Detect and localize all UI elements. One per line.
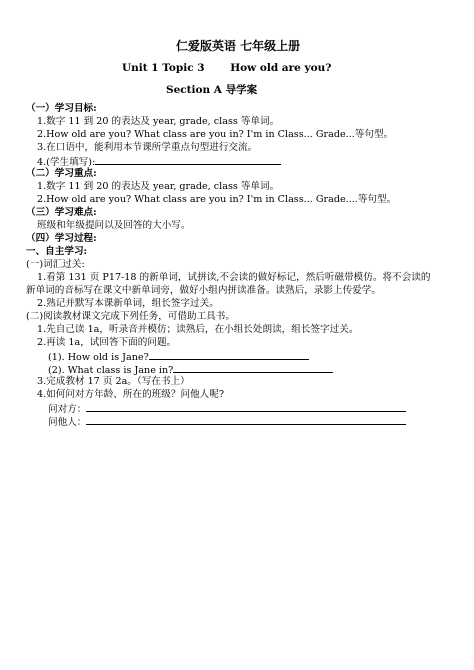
- reading-item-2: 2.再读 1a，试回答下面的问题。: [37, 337, 177, 348]
- ask-other-line: [48, 402, 406, 416]
- section-title: Section A 导学案: [166, 84, 258, 96]
- answer-1-blank[interactable]: [149, 350, 309, 360]
- ask-third-blank[interactable]: [86, 415, 406, 425]
- vocab-heading: (一)词汇过关:: [26, 259, 85, 270]
- process-heading: （四）学习过程:: [26, 233, 97, 244]
- reading-item-3: 3.完成教材 17 页 2a。（写在书上）: [37, 376, 190, 387]
- question-2-label: (2). What class is Jane in?: [48, 365, 174, 376]
- reading-item-1: 1.先自己读 1a，听录音并模仿；读熟后，在小组长处朗读，组长签字过关。: [37, 324, 359, 335]
- answer-2-blank[interactable]: [173, 363, 333, 373]
- goal-fill-blank[interactable]: [95, 155, 281, 165]
- key-point-item-1: 1.数字 11 到 20 的表达及 year, grade, class 等单词。: [37, 181, 280, 192]
- goal-item-4: [37, 155, 281, 169]
- ask-other-blank[interactable]: [86, 402, 406, 412]
- goal-item-1: 1.数字 11 到 20 的表达及 year, grade, class 等单词。: [37, 116, 280, 127]
- goal-item-2: 2.How old are you? What class are you in? I'm in Class... Grade...等句型。: [37, 129, 394, 140]
- question-2: [48, 363, 333, 377]
- question-1-label: (1). How old is Jane?: [48, 352, 149, 363]
- difficulties-heading: （三）学习难点:: [26, 207, 97, 218]
- unit-topic: Unit 1 Topic 3: [122, 62, 205, 74]
- unit-topic-line: [122, 62, 331, 74]
- goal-item-4-label: 4.(学生填写):: [37, 157, 96, 168]
- vocab-item-2: 2.熟记并默写本课新单词，组长签字过关。: [37, 298, 219, 309]
- vocab-item-1a: 1.看第 131 页 P17-18 的新单词，试拼读,不会读的做好标记，然后听磁带模仿。将不会读的: [37, 272, 431, 283]
- ask-other-label: 问对方：: [48, 404, 87, 415]
- vocab-item-1b: 新单词的音标写在课文中新单词旁，做好小组内拼读准备。读熟后，录影上传爱学。: [26, 285, 381, 296]
- ask-third-line: [48, 415, 406, 429]
- key-point-item-2: 2.How old are you? What class are you in? I'm in Class... Grade....等句型。: [37, 194, 397, 205]
- doc-title: 仁爱版英语 七年级上册: [176, 39, 301, 53]
- reading-item-4: 4.如何问对方年龄、所在的班级？问他人呢?: [37, 389, 224, 400]
- self-study-heading: 一、自主学习:: [26, 246, 88, 257]
- question-title: How old are you?: [230, 62, 332, 74]
- ask-third-label: 问他人：: [48, 417, 87, 428]
- question-1: [48, 350, 309, 364]
- difficulties-text: 班级和年级提问以及回答的大小写。: [37, 220, 191, 231]
- goals-heading: （一）学习目标:: [26, 103, 97, 114]
- goal-item-3: 3.在口语中，能利用本节课所学重点句型进行交流。: [37, 142, 258, 153]
- key-points-heading: （二）学习重点:: [26, 168, 97, 179]
- reading-heading: (二)阅读教材课文完成下列任务，可借助工具书。: [26, 311, 235, 322]
